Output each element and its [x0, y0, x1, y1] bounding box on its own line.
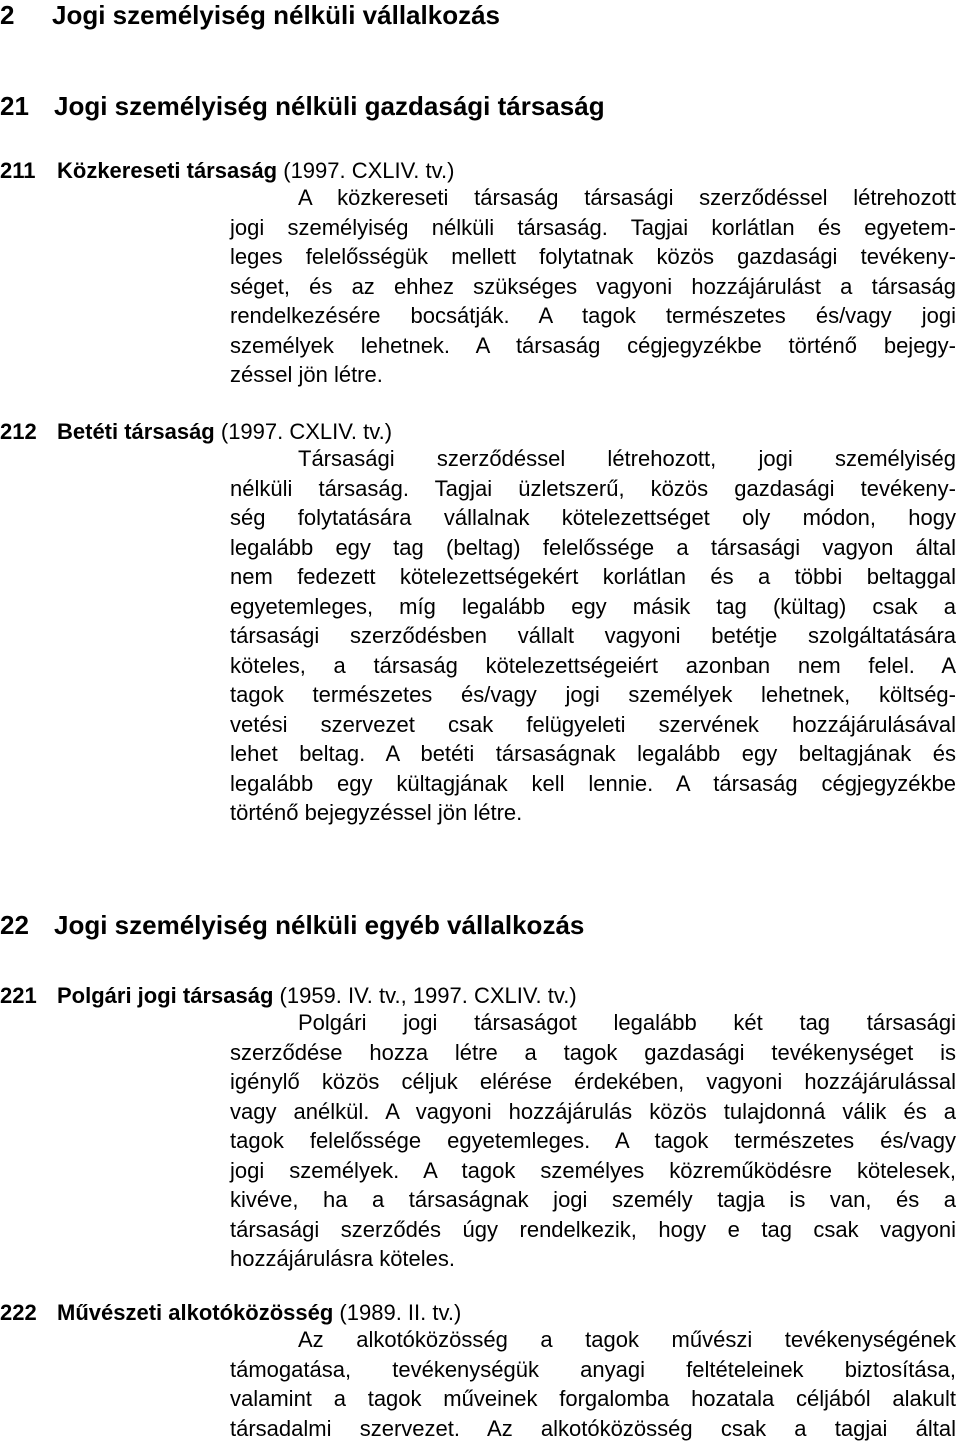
paragraph-line: tagok felelőssége egyetemleges. A tagok természetes és/vagy	[230, 1128, 956, 1153]
paragraph-line: Polgári jogi társaságot legalább két tag társasági	[298, 1010, 956, 1035]
paragraph-221	[230, 1008, 956, 1274]
paragraph-line: jogi személyek. A tagok személyes közreműködésre kötelesek,	[230, 1157, 956, 1183]
heading-212	[0, 419, 392, 445]
paragraph-line: vetési szervezet csak felügyeleti szervének hozzájárulásával	[230, 711, 956, 737]
paragraph-line: társasági szerződés úgy rendelkezik, hogy e tag csak vagyoni	[230, 1216, 956, 1242]
heading-number: 22	[0, 910, 29, 940]
heading-21	[0, 91, 605, 121]
paragraph-line: szerződése hozza létre a tagok gazdasági tevékenységet is	[230, 1039, 956, 1065]
heading-title: Polgári jogi társaság	[57, 983, 274, 1008]
paragraph-line: támogatása, tevékenységük anyagi feltételeinek biztosítása,	[230, 1356, 956, 1382]
paragraph-line: vagy anélkül. A vagyoni hozzájárulás közös tulajdonná válik és a	[230, 1098, 956, 1124]
paragraph-line: zéssel jön létre.	[230, 362, 383, 387]
paragraph-line: A közkereseti társaság társasági szerződéssel létrehozott	[298, 185, 956, 210]
heading-title: Jogi személyiség nélküli vállalkozás	[52, 0, 500, 30]
heading-number: 222	[0, 1300, 37, 1325]
paragraph-line: személyek lehetnek. A társaság cégjegyzékbe történő bejegy-	[230, 332, 956, 358]
paragraph-line: nélküli társaság. Tagjai üzletszerű, közös gazdasági tevékeny-	[230, 475, 956, 501]
heading-number: 21	[0, 91, 29, 121]
heading-title: Közkereseti társaság	[57, 158, 278, 183]
heading-211	[0, 158, 454, 184]
heading-number: 211	[0, 158, 36, 183]
paragraph-line: Az alkotóközösség a tagok művészi tevékenységének	[298, 1327, 956, 1352]
heading-title: Jogi személyiség nélküli egyéb vállalkozás	[54, 910, 585, 940]
heading-reference: (1997. CXLIV. tv.)	[214, 419, 393, 444]
heading-number: 212	[0, 419, 37, 444]
paragraph-line: séget, és az ehhez szükséges vagyoni hozzájárulást a társaság	[230, 273, 956, 299]
heading-number: 221	[0, 983, 37, 1008]
paragraph-222	[230, 1325, 956, 1443]
paragraph-line: legalább egy kültagjának kell lennie. A társaság cégjegyzékbe	[230, 770, 956, 796]
paragraph-line: leges felelősségük mellett folytatnak közös gazdasági tevékeny-	[230, 244, 956, 269]
heading-reference: (1989. II. tv.)	[333, 1300, 462, 1325]
paragraph-line: társasági szerződésben vállalt vagyoni betétje szolgáltatására	[230, 623, 956, 648]
paragraph-line: Társasági szerződéssel létrehozott, jogi személyiség	[298, 446, 956, 471]
paragraph-line: kivéve, ha a társaságnak jogi személy tagja is van, és a	[230, 1187, 956, 1212]
paragraph-line: jogi személyiség nélküli társaság. Tagjai korlátlan és egyetem-	[230, 214, 956, 240]
paragraph-line: nem fedezett kötelezettségekért korlátlan és a többi beltaggal	[230, 564, 956, 589]
paragraph-line: legalább egy tag (beltag) felelőssége a társasági vagyon által	[230, 534, 956, 560]
paragraph-line: tagok természetes és/vagy jogi személyek lehetnek, költség-	[230, 682, 956, 707]
heading-reference: (1997. CXLIV. tv.)	[277, 158, 455, 183]
heading-reference: (1959. IV. tv., 1997. CXLIV. tv.)	[273, 983, 577, 1008]
paragraph-line: rendelkezésére bocsátják. A tagok természetes és/vagy jogi	[230, 303, 956, 328]
paragraph-212	[230, 444, 956, 828]
paragraph-line: köteles, a társaság kötelezettségeiért azonban nem felel. A	[230, 652, 956, 678]
paragraph-line: igénylő közös céljuk elérése érdekében, vagyoni hozzájárulással	[230, 1069, 956, 1094]
paragraph-line: lehet beltag. A betéti társaságnak legalább egy beltagjának és	[230, 741, 956, 766]
paragraph-line: ség folytatására vállalnak kötelezettséget oly módon, hogy	[230, 505, 956, 530]
heading-title: Művészeti alkotóközösség	[57, 1300, 334, 1325]
paragraph-line: hozzájárulásra köteles.	[230, 1246, 456, 1271]
heading-title: Jogi személyiség nélküli gazdasági társaság	[54, 91, 605, 121]
paragraph-line: egyetemleges, míg legalább egy másik tag (kültag) csak a	[230, 593, 956, 619]
paragraph-211	[230, 183, 956, 390]
heading-22	[0, 910, 584, 940]
heading-222	[0, 1300, 461, 1326]
paragraph-line: valamint a tagok műveinek forgalomba hozatala céljából alakult	[230, 1386, 956, 1411]
heading-221	[0, 983, 577, 1009]
heading-number: 2	[0, 0, 15, 30]
heading-2	[0, 0, 500, 30]
paragraph-line: történő bejegyzéssel jön létre.	[230, 800, 523, 825]
paragraph-line: társadalmi szervezet. Az alkotóközösség csak a tagjai által	[230, 1415, 956, 1441]
heading-title: Betéti társaság	[57, 419, 215, 444]
